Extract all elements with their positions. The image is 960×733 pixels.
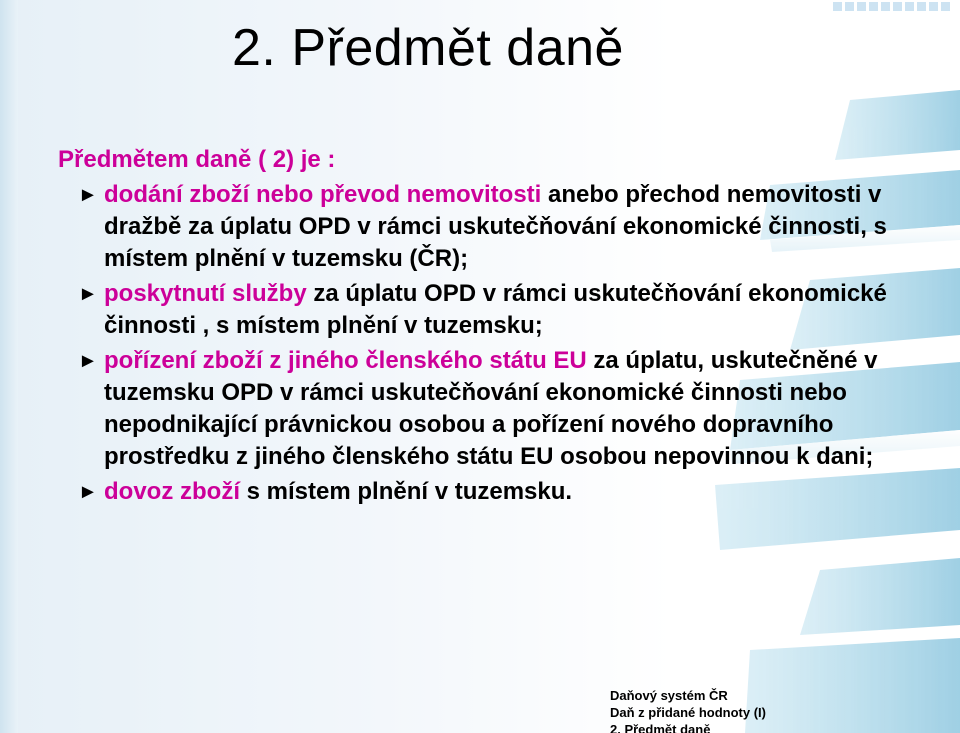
item-highlight: dovoz zboží [104, 478, 240, 505]
item-highlight: pořízení zboží z jiného členského státu EU [104, 347, 587, 374]
triangle-bullet-icon: ► [78, 481, 98, 503]
footer-line-topic: Daň z přidané hodnoty (I) [610, 705, 766, 720]
item-text: za úplatu OPD v rámci uskutečňování ekonomické činnosti , s místem plnění v tuzemsku; [104, 280, 887, 339]
item-text: s místem plnění v tuzemsku. [239, 478, 573, 505]
triangle-bullet-icon: ► [78, 283, 98, 305]
triangle-bullet-icon: ► [78, 350, 98, 372]
list-item [58, 345, 948, 473]
left-decorative-band [0, 0, 18, 733]
triangle-bullet-icon: ► [78, 184, 98, 206]
item-highlight: dodání zboží nebo převod nemovitosti [104, 181, 542, 208]
footer [610, 687, 766, 733]
intro-text: Předmětem daně ( 2) je : [58, 146, 336, 173]
slide-content [58, 143, 948, 511]
list-item [58, 476, 948, 508]
list-item [58, 179, 948, 275]
item-text: za úplatu, uskutečněné v tuzemsku OPD v rámci uskutečňování ekonomické činnosti nebo nepodnikající právnickou osobou a pořízení nového dopravního prostředku z jiného členského státu EU osobou nepovinnou k dani; [104, 347, 878, 470]
slide-title: 2. Předmět daně [232, 19, 624, 77]
item-text: anebo přechod nemovitosti v dražbě za úplatu OPD v rámci uskutečňování ekonomické činnosti, s místem plnění v tuzemsku (ČR); [104, 181, 887, 272]
footer-line-section: 2. Předmět daně [610, 722, 711, 733]
decorative-squares [833, 2, 950, 11]
footer-line-course: Daňový systém ČR [610, 688, 728, 703]
item-highlight: poskytnutí služby [104, 280, 307, 307]
list-item [58, 278, 948, 342]
